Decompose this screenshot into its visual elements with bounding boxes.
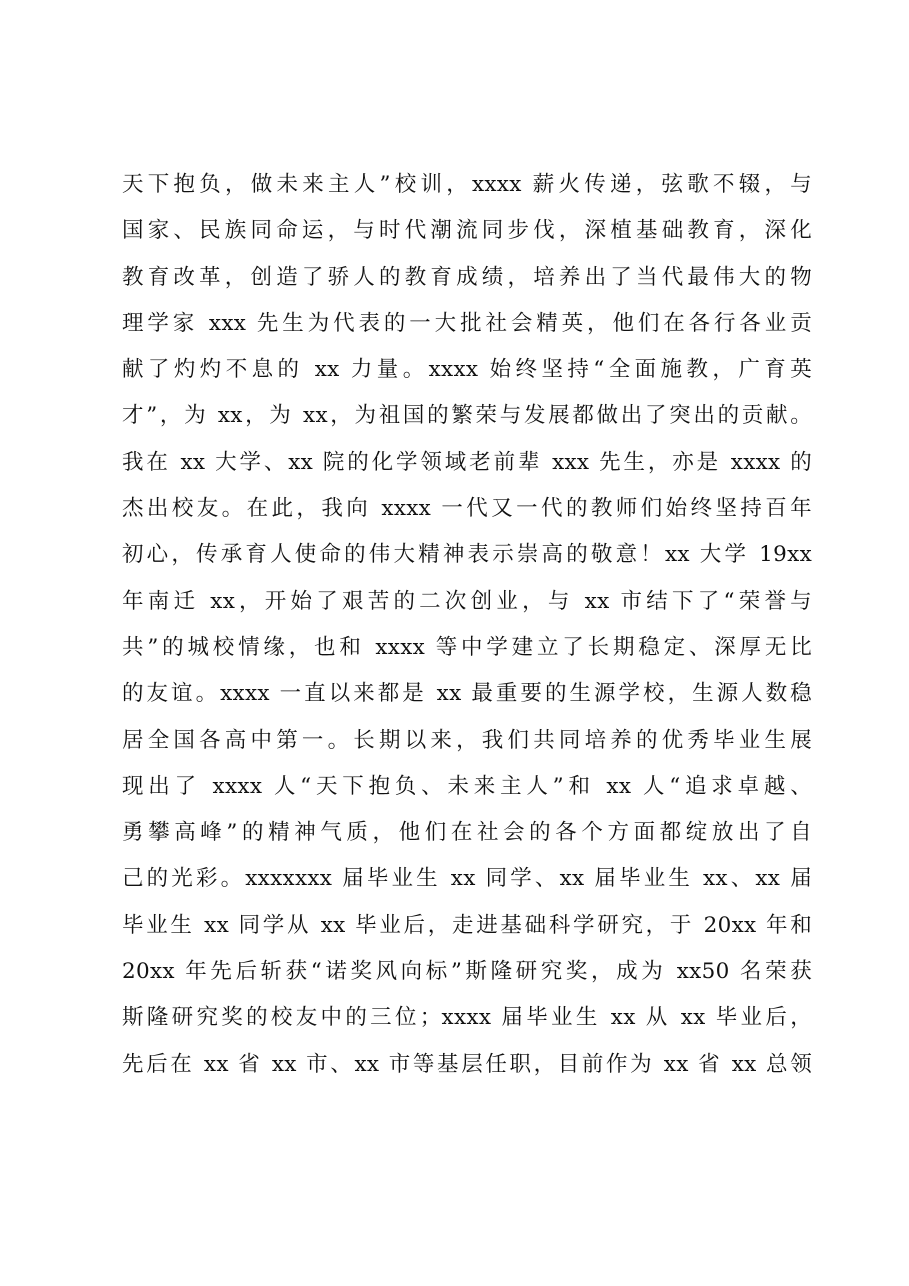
text-line: 献了灼灼不息的 xx 力量。xxxx 始终坚持“全面施教，广育英	[122, 357, 812, 383]
text-line: 杰出校友。在此，我向 xxxx 一代又一代的教师们始终坚持百年	[122, 496, 812, 522]
text-line: 斯隆研究奖的校友中的三位；xxxx 届毕业生 xx 从 xx 毕业后，	[122, 1005, 812, 1031]
text-line: 初心，传承育人使命的伟大精神表示崇高的敬意！xx 大学 19xx	[122, 542, 812, 568]
text-line: 勇攀高峰”的精神气质，他们在社会的各个方面都绽放出了自	[122, 820, 812, 846]
text-line: 我在 xx 大学、xx 院的化学领域老前辈 xxx 先生，亦是 xxxx 的	[122, 449, 812, 475]
text-line: 先后在 xx 省 xx 市、xx 市等基层任职，目前作为 xx 省 xx 总领	[122, 1051, 812, 1077]
text-line: 己的光彩。xxxxxxx 届毕业生 xx 同学、xx 届毕业生 xx、xx 届	[122, 866, 812, 892]
text-line: 理学家 xxx 先生为代表的一大批社会精英，他们在各行各业贡	[122, 310, 812, 336]
text-line: 毕业生 xx 同学从 xx 毕业后，走进基础科学研究，于 20xx 年和	[122, 912, 812, 938]
text-line: 20xx 年先后斩获“诺奖风向标”斯隆研究奖，成为 xx50 名荣获	[122, 959, 812, 985]
text-line: 共”的城校情缘，也和 xxxx 等中学建立了长期稳定、深厚无比	[122, 634, 812, 660]
text-line: 才”，为 xx，为 xx，为祖国的繁荣与发展都做出了突出的贡献。	[122, 403, 812, 429]
text-line: 的友谊。xxxx 一直以来都是 xx 最重要的生源学校，生源人数稳	[122, 681, 812, 707]
text-line: 年南迁 xx，开始了艰苦的二次创业，与 xx 市结下了“荣誉与	[122, 588, 812, 614]
text-line: 国家、民族同命运，与时代潮流同步伐，深植基础教育，深化	[122, 218, 812, 244]
text-line: 居全国各高中第一。长期以来，我们共同培养的优秀毕业生展	[122, 727, 812, 753]
text-line: 教育改革，创造了骄人的教育成绩，培养出了当代最伟大的物	[122, 264, 812, 290]
text-line: 天下抱负，做未来主人”校训，xxxx 薪火传递，弦歌不辍，与	[122, 172, 812, 197]
body-text	[122, 162, 812, 1088]
text-line: 现出了 xxxx 人“天下抱负、未来主人”和 xx 人“追求卓越、	[122, 773, 812, 799]
